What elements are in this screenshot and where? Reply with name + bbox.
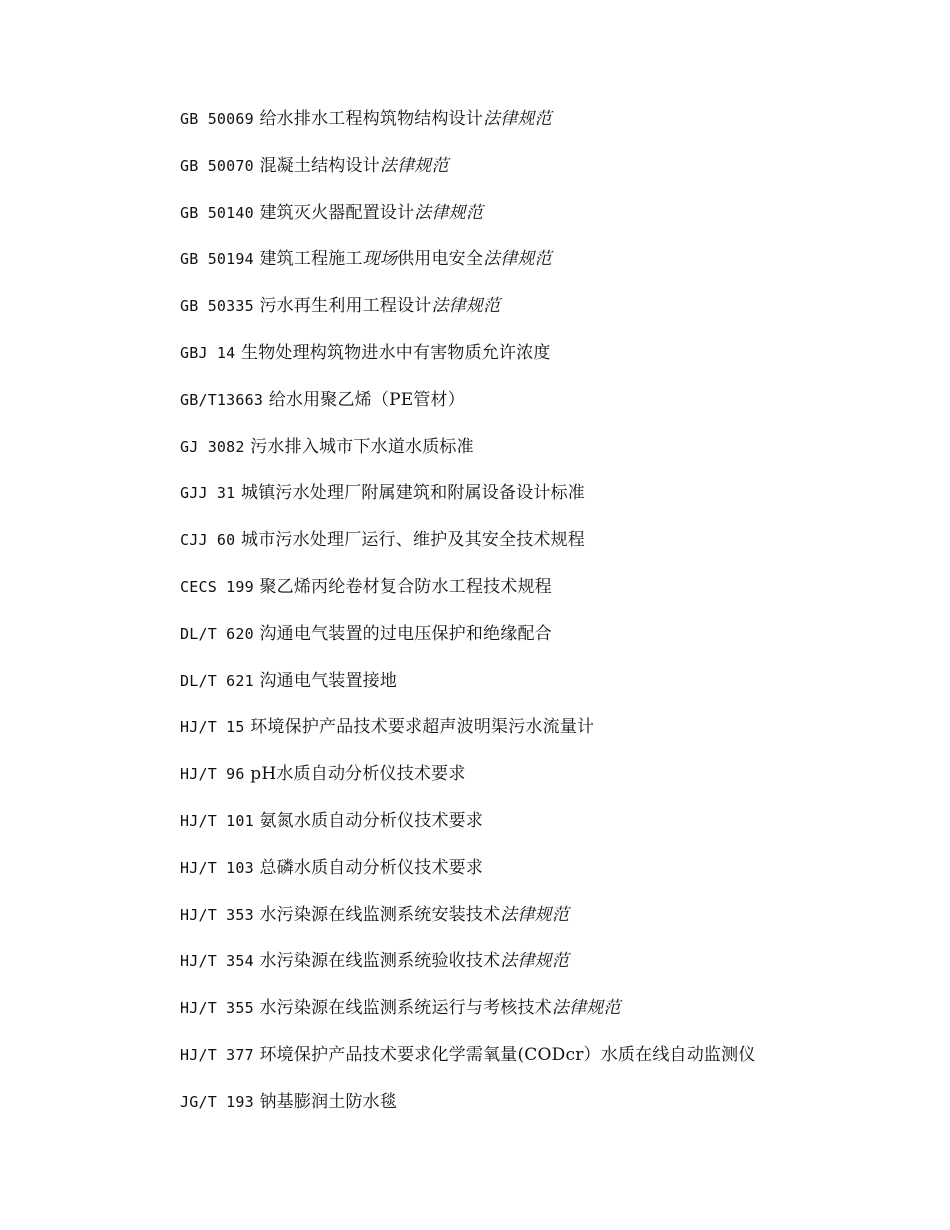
standard-title-part: 城市污水处理厂运行、维护及其安全技术规程 xyxy=(241,530,585,551)
standard-item xyxy=(180,525,756,572)
standard-title-part: 给水排水工程构筑物结构设计 xyxy=(259,109,484,129)
standard-title xyxy=(259,249,551,269)
standard-title-italic-part: 法律规范 xyxy=(551,998,621,1019)
standard-title xyxy=(259,577,551,597)
standard-item xyxy=(180,104,756,151)
standard-title-part: 生物处理构筑物进水中有害物质允许浓度 xyxy=(241,342,551,363)
standard-title xyxy=(259,998,620,1018)
standard-title-italic-part: 法律规范 xyxy=(500,951,570,972)
standard-title-part: 环境保护产品技术要求超声波明渠污水流量计 xyxy=(250,717,595,738)
standard-code: DL/T 621 xyxy=(180,671,254,690)
standard-code: HJ/T 377 xyxy=(180,1045,254,1064)
standard-title-italic-part: 法律规范 xyxy=(431,296,501,317)
standard-title xyxy=(259,858,483,878)
standard-item xyxy=(180,619,756,666)
standard-title-part: 总磷水质自动分析仪技术要求 xyxy=(259,857,484,878)
standard-title-part: 污水排入城市下水道水质标准 xyxy=(250,436,474,457)
standard-title-part: pH水质自动分析仪技术要求 xyxy=(250,764,466,785)
standard-item xyxy=(180,759,756,806)
standard-title-italic-part: 现场 xyxy=(362,249,398,270)
standard-code: HJ/T 353 xyxy=(180,905,254,924)
standard-item xyxy=(180,900,756,947)
standard-code: GB 50335 xyxy=(180,297,254,316)
standard-code: GB 50069 xyxy=(180,110,254,128)
standard-item xyxy=(180,338,756,385)
standard-title xyxy=(259,1045,755,1065)
standard-code: JG/T 193 xyxy=(180,1092,254,1111)
standard-item xyxy=(180,291,756,338)
standard-title xyxy=(269,390,465,410)
standard-title-italic-part: 法律规范 xyxy=(414,202,484,223)
standard-title-part: 污水再生利用工程设计 xyxy=(259,296,432,317)
standard-title xyxy=(259,203,483,223)
standard-item xyxy=(180,1040,756,1087)
standard-item xyxy=(180,946,756,993)
standard-title xyxy=(259,671,397,691)
standard-title xyxy=(259,951,569,971)
standard-item xyxy=(180,244,756,291)
standard-item xyxy=(180,1087,756,1134)
standard-code: HJ/T 96 xyxy=(180,765,245,784)
standard-title xyxy=(259,109,551,129)
standard-code: DL/T 620 xyxy=(180,624,254,643)
standard-title-part: 水污染源在线监测系统安装技术 xyxy=(259,904,501,925)
standard-title-part: 建筑灭火器配置设计 xyxy=(259,202,415,223)
standard-title-italic-part: 法律规范 xyxy=(379,155,449,176)
standard-item xyxy=(180,432,756,479)
standard-title-italic-part: 法律规范 xyxy=(483,249,552,270)
standard-item xyxy=(180,385,756,432)
standard-title-part: 建筑工程施工 xyxy=(259,249,363,270)
standard-code: GB/T13663 xyxy=(180,390,264,409)
standard-item xyxy=(180,993,756,1040)
standard-title xyxy=(250,437,474,457)
standard-code: GJJ 31 xyxy=(180,484,236,503)
standard-title xyxy=(259,624,551,644)
standard-code: GB 50070 xyxy=(180,156,254,175)
standard-title xyxy=(241,483,585,503)
standard-title-part: 环境保护产品技术要求化学需氧量(CODcr）水质在线自动监测仪 xyxy=(259,1044,756,1065)
standard-title-part: 沟通电气装置的过电压保护和绝缘配合 xyxy=(259,623,552,644)
standard-title-part: 聚乙烯丙纶卷材复合防水工程技术规程 xyxy=(259,576,552,597)
standard-item xyxy=(180,806,756,853)
standard-title-part: 城镇污水处理厂附属建筑和附属设备设计标准 xyxy=(241,483,585,504)
standard-title xyxy=(241,530,585,550)
standard-code: HJ/T 355 xyxy=(180,999,254,1018)
standard-item xyxy=(180,198,756,245)
standard-item xyxy=(180,151,756,198)
standard-code: HJ/T 103 xyxy=(180,858,254,877)
standard-title-italic-part: 法律规范 xyxy=(483,109,552,129)
standard-title xyxy=(259,156,448,176)
standard-title xyxy=(259,811,483,831)
standard-code: CECS 199 xyxy=(180,577,254,596)
standard-code: CJJ 60 xyxy=(180,531,236,550)
standard-code: GJ 3082 xyxy=(180,437,245,456)
standard-code: HJ/T 15 xyxy=(180,718,245,737)
standard-item xyxy=(180,478,756,525)
standard-code: HJ/T 354 xyxy=(180,952,254,971)
standard-title-italic-part: 法律规范 xyxy=(500,904,570,925)
standard-item xyxy=(180,712,756,759)
standard-title xyxy=(259,296,500,316)
standard-title xyxy=(259,905,569,925)
standard-item xyxy=(180,572,756,619)
standard-title xyxy=(241,343,551,363)
standard-code: GB 50140 xyxy=(180,203,254,222)
standard-title-part: 供用电安全 xyxy=(397,249,484,270)
standard-item xyxy=(180,853,756,900)
standard-title xyxy=(250,764,465,784)
standard-item xyxy=(180,666,756,713)
standard-title-part: 混凝土结构设计 xyxy=(259,155,380,176)
standard-title-part: 氨氮水质自动分析仪技术要求 xyxy=(259,810,484,831)
standard-code: GBJ 14 xyxy=(180,343,236,362)
standards-list xyxy=(180,104,756,1134)
standard-code: HJ/T 101 xyxy=(180,811,254,830)
standard-title xyxy=(250,717,594,737)
standard-code: GB 50194 xyxy=(180,250,254,269)
standard-title-part: 水污染源在线监测系统验收技术 xyxy=(259,951,501,972)
standard-title-part: 给水用聚乙烯（PE管材） xyxy=(268,389,465,410)
standard-title xyxy=(259,1092,397,1112)
standard-title-part: 钠基膨润土防水毯 xyxy=(259,1091,398,1112)
standard-title-part: 水污染源在线监测系统运行与考核技术 xyxy=(259,998,552,1019)
standard-title-part: 沟通电气装置接地 xyxy=(259,670,398,691)
